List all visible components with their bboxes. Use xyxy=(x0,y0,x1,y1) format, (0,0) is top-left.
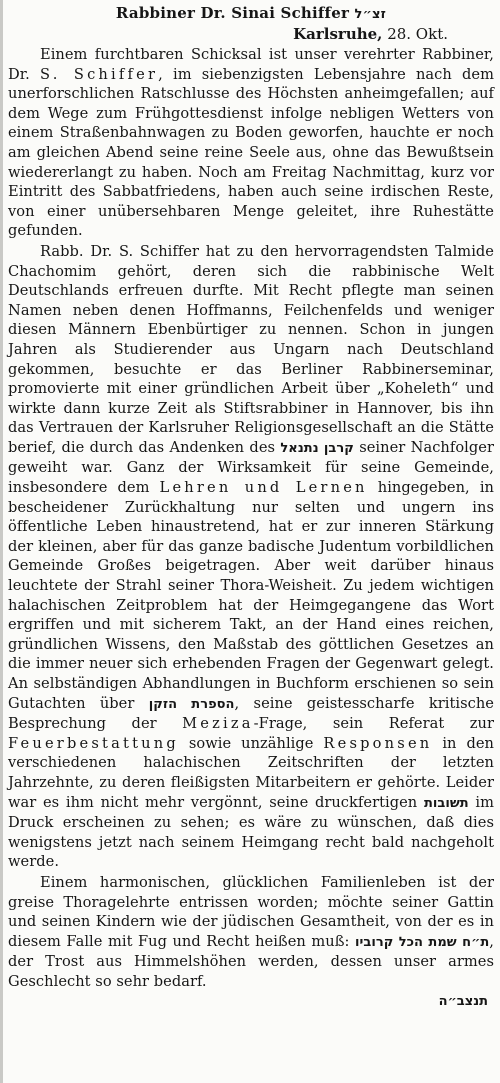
p2-spaced-lehren: Lehren und Lernen xyxy=(159,479,368,497)
p3-text-b: , der Trost aus Himmelshöhen werden, dessen unser armes Geschlecht so sehr bedarf. xyxy=(8,932,494,990)
heading-name: Rabbiner Dr. Sinai Schiffer xyxy=(115,4,350,22)
paragraph-3 xyxy=(8,873,494,992)
p1-text-a: Einem furchtbaren Schicksal ist unser verehrter Rabbiner, Dr. xyxy=(8,46,494,83)
p2-text-i: sowie unzählige xyxy=(178,734,324,752)
p1-text-c: , im siebenzigsten Lebensjahre nach dem unerforschlichen Ratschlusse des Höchsten anheimgefallen; auf dem Wege zum Frühgottesdienst infolge nebligen Wetters von einem Straßenbahnwagen zu Boden geworfen, hauchte er noch am gleichen Abend seine reine Seele aus, ohne das Bewußtsein wiedererlangt zu haben. Noch am Freitag Nachmittag, kurz vor Eintritt des Sabbatfriedens, haben auch seine irdischen Reste, von einer unübersehbaren Menge geleitet, ihre Ruhestätte gefunden. xyxy=(8,65,494,240)
dateline-place: Karlsruhe, xyxy=(293,25,383,43)
dateline xyxy=(8,25,448,44)
p2-spaced-feuerbestattung: Feuerbestattung xyxy=(8,734,179,752)
p2-text-b: seiner Nachfolger geweiht war. Ganz der Wirksamkeit für seine Gemeinde, insbesondere dem xyxy=(8,438,494,497)
article-heading xyxy=(8,4,494,24)
left-margin-line xyxy=(0,0,3,1083)
paragraph-1 xyxy=(8,45,494,241)
p2-hebrew-korban-netanel: קרבן נתנאל xyxy=(280,440,354,456)
p2-text-a: Rabb. Dr. S. Schiffer hat zu den hervorragendsten Talmide Chachomim gehört, deren sich die rabbinische Welt Deutschlands erfreuen durfte. Mit Recht pflegte man seinen Namen neben denen Hoffmanns, Feilchenfelds und weniger diesen Männern Ebenbürtiger zu nennen. Schon in jungen Jahren als Studierender aus Ungarn nach Deutschland gekommen, besuchte er das Berliner Rabbinerseminar, promovierte mit einer gründlichen Arbeit über „Koheleth“ und wirkte dann kurze Zeit als Stiftsrabbiner in Hannover, bis ihn das Vertrauen der Karlsruher Religionsgesellschaft an die Stätte berief, die durch das Andenken des xyxy=(8,242,494,456)
heading-hebrew-abbreviation: זצ״ל xyxy=(354,7,387,22)
p3-text-a: Einem harmonischen, glücklichen Familienleben ist der greise Thoragelehrte entrissen worden; möchte seiner Gattin und seinen Kindern wie der jüdischen Gesamtheit, von der es in diesem Falle mit Fug und Recht heißen muß: xyxy=(8,873,494,950)
p2-text-l: im Druck erscheinen zu sehen; es wäre zu wünschen, daß dies wenigstens jetzt nach seinem Heimgang recht bald nachgeholt werde. xyxy=(8,793,494,871)
p2-text-d: hingegeben, in bescheidener Zurückhaltung nur selten und ungern ins öffentliche Leben hinaustretend, hat er zur inneren Stärkung der kleinen, aber für das ganze badische Judentum vorbildlichen Gemeinde Großes beigetragen. Aber weit darüber hinaus leuchtete der Strahl seiner Thora-Weisheit. Zu jedem wichtigen halachischen Zeitproblem hat der Heimgegangene das Wort ergriffen und mit sicherem Takt, an der Hand eines reichen, gründlichen Wissens, den Maßstab des göttlichen Gesetzes an die immer neuer sich erhebenden Fragen der Gegenwart gelegt. An selbständigen Abhandlungen in Buchform erschienen so sein Gutachten über xyxy=(8,479,494,712)
dateline-date: 28. Okt. xyxy=(387,25,448,43)
p3-hebrew-quote: ת״ח שמת הכל קרוביו xyxy=(354,934,490,950)
p2-text-k: in den verschiedenen halachischen Zeitschriften der letzten Jahrzehnte, zu deren fleißigsten Mitarbeitern er gehörte. Leider war es ihm nicht mehr vergönnt, seine druckfertigen xyxy=(8,734,494,811)
p2-spaced-responsen: Responsen xyxy=(323,734,433,752)
p2-text-e: , seine geistesscharfe kritische Besprechung der xyxy=(8,694,494,733)
paragraph-2 xyxy=(8,242,494,872)
p2-hebrew-teshuvot: תשובות xyxy=(423,795,469,811)
p2-hebrew-title: הספרת הזקן xyxy=(148,696,235,712)
p2-text-g: -Frage, sein Referat zur xyxy=(253,715,494,733)
p1-spaced-name: S. Schiffer xyxy=(40,65,159,83)
p2-spaced-meziza: Meziza xyxy=(182,715,254,733)
hebrew-closing-formula: תנצב״ה xyxy=(438,993,488,1009)
